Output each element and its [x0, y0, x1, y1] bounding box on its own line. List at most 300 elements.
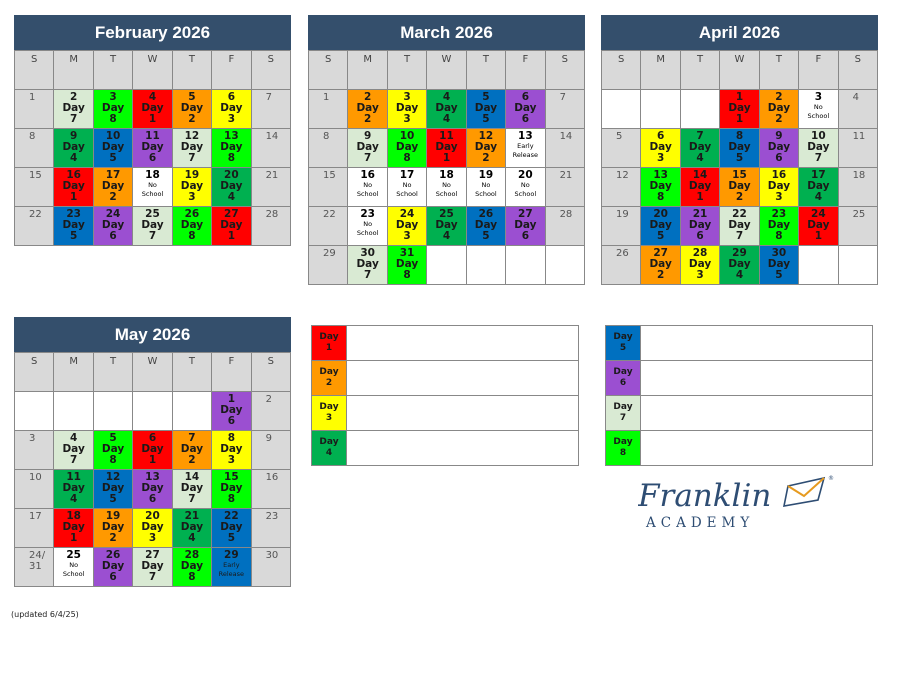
day-word: Day — [688, 219, 712, 231]
day-word: Day — [62, 443, 85, 455]
day-cell — [252, 207, 291, 246]
weekday-header: F — [212, 353, 251, 392]
day-cell — [720, 129, 759, 168]
cell-note: School — [807, 111, 830, 120]
day-cell — [641, 246, 680, 285]
legend-swatch: Day 2 — [312, 361, 347, 395]
day-number: 4 — [814, 191, 822, 203]
date-number: 22 — [732, 208, 747, 220]
weekday-header: F — [212, 51, 251, 90]
day-word: Day — [220, 180, 243, 192]
day-word: Day — [101, 219, 125, 231]
day-number: 2 — [656, 269, 665, 281]
date-number: 29 — [323, 248, 336, 259]
day-word: Day — [220, 404, 243, 416]
day-number: 5 — [109, 493, 117, 505]
empty-cell — [681, 90, 720, 129]
date-number: 23 — [265, 511, 279, 522]
day-word: Day — [474, 102, 498, 114]
day-word: Day — [62, 180, 85, 192]
day-cell — [252, 168, 291, 207]
date-number: 8 — [735, 130, 744, 142]
cell-note: School — [356, 228, 379, 237]
day-cell — [467, 207, 506, 246]
day-word: Day — [180, 102, 204, 114]
legend-swatch: Day 8 — [606, 431, 641, 465]
date-number: 17 — [105, 169, 121, 181]
empty-cell — [173, 392, 212, 431]
day-word: Day — [649, 258, 672, 270]
legend-row — [311, 430, 579, 466]
date-number: 20 — [145, 510, 160, 522]
day-word: Day — [395, 141, 419, 153]
empty-cell — [799, 246, 838, 285]
day-number: 4 — [735, 269, 744, 281]
day-cell — [760, 246, 799, 285]
date-number: 28 — [559, 209, 573, 220]
date-number: 16 — [265, 472, 279, 483]
day-number: 4 — [442, 230, 451, 242]
day-word: Day — [728, 219, 751, 231]
weekday-header: S — [15, 353, 54, 392]
date-number: 22 — [29, 209, 42, 220]
empty-cell — [133, 392, 172, 431]
day-cell — [252, 129, 291, 168]
legend-row — [605, 360, 873, 395]
day-number: 3 — [656, 152, 665, 164]
day-word: Day — [395, 219, 419, 231]
day-number: 8 — [656, 191, 665, 203]
day-cell — [252, 90, 291, 129]
day-word: Day — [141, 482, 164, 494]
day-number: 1 — [148, 113, 157, 125]
legend-swatch: Day 3 — [312, 396, 347, 430]
day-cell — [427, 207, 466, 246]
date-number: 1 — [323, 92, 330, 103]
day-cell — [133, 207, 172, 246]
weekday-header: S — [15, 51, 54, 90]
day-word: Day — [474, 141, 498, 153]
day-cell — [15, 548, 54, 587]
date-number: 29 — [732, 247, 747, 259]
day-word: Day — [220, 443, 243, 455]
date-number: 17 — [29, 511, 42, 522]
day-cell — [15, 509, 54, 548]
date-number: 17 — [399, 169, 415, 181]
day-cell — [212, 431, 251, 470]
date-number: 24/ 31 — [29, 550, 46, 572]
date-number: 10 — [105, 130, 121, 142]
calendar-grid — [14, 50, 291, 246]
day-word: Day — [180, 482, 204, 494]
day-cell — [54, 470, 93, 509]
day-cell — [212, 392, 251, 431]
cell-note: School — [141, 189, 164, 198]
day-number: 1 — [69, 532, 78, 544]
day-number: 2 — [188, 454, 196, 466]
day-cell — [602, 129, 641, 168]
logo-subtitle: ACADEMY — [646, 515, 755, 531]
date-number: 13 — [224, 130, 239, 142]
date-number: 4 — [148, 91, 157, 103]
day-word: Day — [101, 560, 125, 572]
day-number: 6 — [148, 152, 157, 164]
day-word: Day — [356, 258, 379, 270]
legend-row — [605, 430, 873, 466]
calendar-title: February 2026 — [14, 15, 291, 50]
weekday-header: T — [173, 51, 212, 90]
day-cell — [388, 207, 427, 246]
day-cell — [546, 168, 585, 207]
day-cell — [839, 168, 878, 207]
weekday-header: M — [348, 51, 387, 90]
day-word: Day — [807, 141, 830, 153]
date-number: 5 — [109, 432, 117, 444]
day-word: Day — [101, 180, 125, 192]
day-cell — [173, 470, 212, 509]
day-number: 2 — [188, 113, 196, 125]
day-word: Day — [62, 482, 85, 494]
day-cell — [133, 470, 172, 509]
day-cell — [133, 90, 172, 129]
date-number: 3 — [403, 91, 411, 103]
day-cell — [173, 548, 212, 587]
date-number: 30 — [265, 550, 279, 561]
date-number: 22 — [224, 510, 239, 522]
day-word: Day — [728, 258, 751, 270]
day-cell — [309, 207, 348, 246]
date-number: 14 — [692, 169, 708, 181]
day-number: 7 — [188, 152, 196, 164]
date-number: 13 — [653, 169, 668, 181]
cell-note: No — [148, 181, 157, 189]
cell-note: No — [520, 181, 530, 189]
date-number: 31 — [399, 247, 415, 259]
day-word: Day — [474, 219, 498, 231]
day-number: 2 — [735, 191, 744, 203]
cell-note: School — [396, 189, 418, 198]
day-cell — [546, 90, 585, 129]
franklin-academy-logo — [638, 472, 838, 532]
cell-note: No — [813, 103, 823, 111]
date-number: 6 — [656, 130, 665, 142]
date-number: 3 — [109, 91, 117, 103]
date-number: 16 — [66, 169, 81, 181]
day-number: 2 — [109, 191, 117, 203]
cell-note: Early — [517, 142, 534, 150]
day-cell — [133, 168, 172, 207]
day-number: 7 — [69, 113, 78, 125]
legend-swatch: Day 5 — [606, 326, 641, 360]
day-cell — [54, 509, 93, 548]
weekday-header: T — [388, 51, 427, 90]
day-word: Day — [101, 141, 125, 153]
date-number: 7 — [265, 92, 272, 103]
legend-row — [311, 325, 579, 360]
day-word: Day — [180, 141, 204, 153]
day-cell — [54, 90, 93, 129]
legend-entry-blank — [641, 396, 872, 430]
day-cell — [94, 548, 133, 587]
date-number: 23 — [771, 208, 787, 220]
empty-cell — [15, 392, 54, 431]
day-cell — [641, 207, 680, 246]
day-cell — [252, 548, 291, 587]
day-number: 1 — [227, 230, 235, 242]
day-number: 5 — [69, 230, 78, 242]
empty-cell — [427, 246, 466, 285]
date-number: 12 — [616, 170, 629, 181]
date-number: 2 — [69, 91, 78, 103]
day-word: Day — [767, 180, 791, 192]
date-number: 27 — [145, 549, 160, 561]
day-number: 5 — [775, 269, 783, 281]
day-number: 3 — [188, 191, 196, 203]
day-number: 6 — [775, 152, 783, 164]
logo-wordmark: Franklin — [638, 478, 772, 514]
date-number: 27 — [653, 247, 668, 259]
date-number: 4 — [69, 432, 78, 444]
day-number: 7 — [735, 230, 744, 242]
date-number: 2 — [265, 394, 272, 405]
day-cell — [799, 168, 838, 207]
date-number: 6 — [148, 432, 157, 444]
day-number: 3 — [148, 532, 157, 544]
day-cell — [94, 90, 133, 129]
weekday-header: S — [546, 51, 585, 90]
cell-note: No — [363, 181, 373, 189]
day-cell — [720, 90, 759, 129]
updated-note: (updated 6/4/25) — [11, 610, 79, 619]
day-cell — [94, 509, 133, 548]
day-number: 2 — [482, 152, 490, 164]
day-cell — [94, 470, 133, 509]
day-word: Day — [688, 141, 712, 153]
day-number: 5 — [656, 230, 665, 242]
legend-row — [605, 395, 873, 430]
date-number: 21 — [184, 510, 200, 522]
day-number: 6 — [696, 230, 704, 242]
day-number: 8 — [403, 269, 411, 281]
cell-note: No — [442, 181, 451, 189]
day-word: Day — [767, 141, 791, 153]
day-number: 5 — [735, 152, 744, 164]
day-cell — [309, 246, 348, 285]
weekday-header: T — [760, 51, 799, 90]
day-word: Day — [728, 141, 751, 153]
day-cell — [681, 246, 720, 285]
weekday-header: T — [467, 51, 506, 90]
day-number: 3 — [227, 113, 235, 125]
date-number: 12 — [478, 130, 494, 142]
day-cell — [799, 90, 838, 129]
date-number: 14 — [559, 131, 573, 142]
day-number: 3 — [696, 269, 704, 281]
date-number: 15 — [732, 169, 747, 181]
date-number: 25 — [852, 209, 866, 220]
date-number: 5 — [616, 131, 623, 142]
day-word: Day — [435, 219, 458, 231]
date-number: 23 — [360, 208, 375, 220]
legend-entry-blank — [347, 396, 578, 430]
calendar-march-2026 — [308, 15, 585, 285]
svg-text:®: ® — [828, 475, 834, 482]
date-number: 18 — [145, 169, 160, 181]
day-number: 8 — [403, 152, 411, 164]
date-number: 29 — [224, 549, 239, 561]
cell-note: No — [69, 561, 79, 569]
date-number: 8 — [29, 131, 36, 142]
empty-cell — [839, 246, 878, 285]
day-number: 6 — [109, 571, 117, 583]
day-word: Day — [220, 141, 243, 153]
day-number: 5 — [482, 230, 490, 242]
weekday-header: M — [54, 51, 93, 90]
day-number: 1 — [69, 191, 78, 203]
day-cell — [506, 90, 545, 129]
date-number: 20 — [518, 169, 533, 181]
calendar-grid — [308, 50, 585, 285]
day-word: Day — [62, 219, 85, 231]
day-word: Day — [141, 102, 164, 114]
day-word: Day — [649, 141, 672, 153]
weekday-header: W — [427, 51, 466, 90]
day-number: 1 — [442, 152, 451, 164]
day-number: 8 — [227, 493, 235, 505]
date-number: 16 — [771, 169, 787, 181]
date-number: 15 — [29, 170, 42, 181]
legend-left — [311, 325, 579, 466]
day-cell — [252, 470, 291, 509]
day-number: 6 — [521, 113, 529, 125]
empty-cell — [602, 90, 641, 129]
day-cell — [212, 207, 251, 246]
date-number: 26 — [105, 549, 121, 561]
day-cell — [760, 90, 799, 129]
legend-swatch: Day 7 — [606, 396, 641, 430]
cell-note: Release — [218, 569, 245, 578]
day-cell — [348, 207, 387, 246]
day-cell — [641, 168, 680, 207]
date-number: 11 — [66, 471, 81, 483]
day-cell — [54, 548, 93, 587]
day-number: 4 — [188, 532, 196, 544]
day-number: 3 — [775, 191, 783, 203]
day-cell — [309, 90, 348, 129]
day-cell — [467, 129, 506, 168]
date-number: 28 — [265, 209, 279, 220]
date-number: 26 — [478, 208, 494, 220]
day-cell — [133, 509, 172, 548]
day-cell — [15, 90, 54, 129]
date-number: 20 — [224, 169, 239, 181]
weekday-header: S — [252, 353, 291, 392]
day-word: Day — [101, 482, 125, 494]
weekday-header: M — [54, 353, 93, 392]
date-number: 30 — [360, 247, 375, 259]
date-number: 11 — [852, 131, 866, 142]
legend-row — [311, 395, 579, 430]
day-word: Day — [141, 141, 164, 153]
cell-note: School — [356, 189, 379, 198]
day-cell — [173, 431, 212, 470]
date-number: 3 — [814, 91, 822, 103]
date-number: 30 — [771, 247, 787, 259]
day-cell — [799, 129, 838, 168]
day-number: 7 — [148, 230, 157, 242]
day-word: Day — [395, 102, 419, 114]
date-number: 10 — [811, 130, 826, 142]
date-number: 27 — [518, 208, 533, 220]
empty-cell — [506, 246, 545, 285]
date-number: 7 — [188, 432, 196, 444]
legend-row — [605, 325, 873, 360]
day-cell — [309, 129, 348, 168]
cell-note: Release — [512, 150, 539, 159]
date-number: 27 — [224, 208, 239, 220]
day-word: Day — [435, 102, 458, 114]
date-number: 13 — [145, 471, 160, 483]
weekday-header: M — [641, 51, 680, 90]
day-cell — [641, 129, 680, 168]
day-cell — [54, 129, 93, 168]
date-number: 26 — [616, 248, 629, 259]
day-word: Day — [807, 219, 830, 231]
weekday-header: F — [799, 51, 838, 90]
date-number: 1 — [735, 91, 744, 103]
day-cell — [388, 129, 427, 168]
date-number: 9 — [363, 130, 372, 142]
date-number: 24 — [399, 208, 415, 220]
date-number: 21 — [692, 208, 708, 220]
day-cell — [133, 129, 172, 168]
weekday-header: W — [720, 51, 759, 90]
day-number: 7 — [148, 571, 157, 583]
day-cell — [173, 90, 212, 129]
day-word: Day — [101, 443, 125, 455]
day-number: 1 — [696, 191, 704, 203]
day-number: 7 — [814, 152, 822, 164]
date-number: 1 — [227, 393, 235, 405]
cell-note: No — [481, 181, 491, 189]
weekday-header: F — [506, 51, 545, 90]
day-number: 8 — [775, 230, 783, 242]
day-number: 8 — [188, 571, 196, 583]
date-number: 19 — [616, 209, 629, 220]
cell-note: School — [62, 569, 85, 578]
day-cell — [15, 207, 54, 246]
date-number: 14 — [184, 471, 200, 483]
legend-entry-blank — [347, 361, 578, 395]
day-number: 4 — [442, 113, 451, 125]
day-number: 3 — [403, 113, 411, 125]
date-number: 3 — [29, 433, 36, 444]
day-cell — [388, 246, 427, 285]
day-cell — [94, 207, 133, 246]
date-number: 25 — [66, 549, 81, 561]
day-number: 5 — [227, 532, 235, 544]
day-cell — [54, 431, 93, 470]
cell-note: No — [363, 220, 373, 228]
date-number: 15 — [224, 471, 239, 483]
legend-entry-blank — [641, 431, 872, 465]
day-word: Day — [62, 141, 85, 153]
day-number: 6 — [109, 230, 117, 242]
weekday-header: S — [252, 51, 291, 90]
date-number: 8 — [227, 432, 235, 444]
day-cell — [54, 168, 93, 207]
day-cell — [212, 168, 251, 207]
